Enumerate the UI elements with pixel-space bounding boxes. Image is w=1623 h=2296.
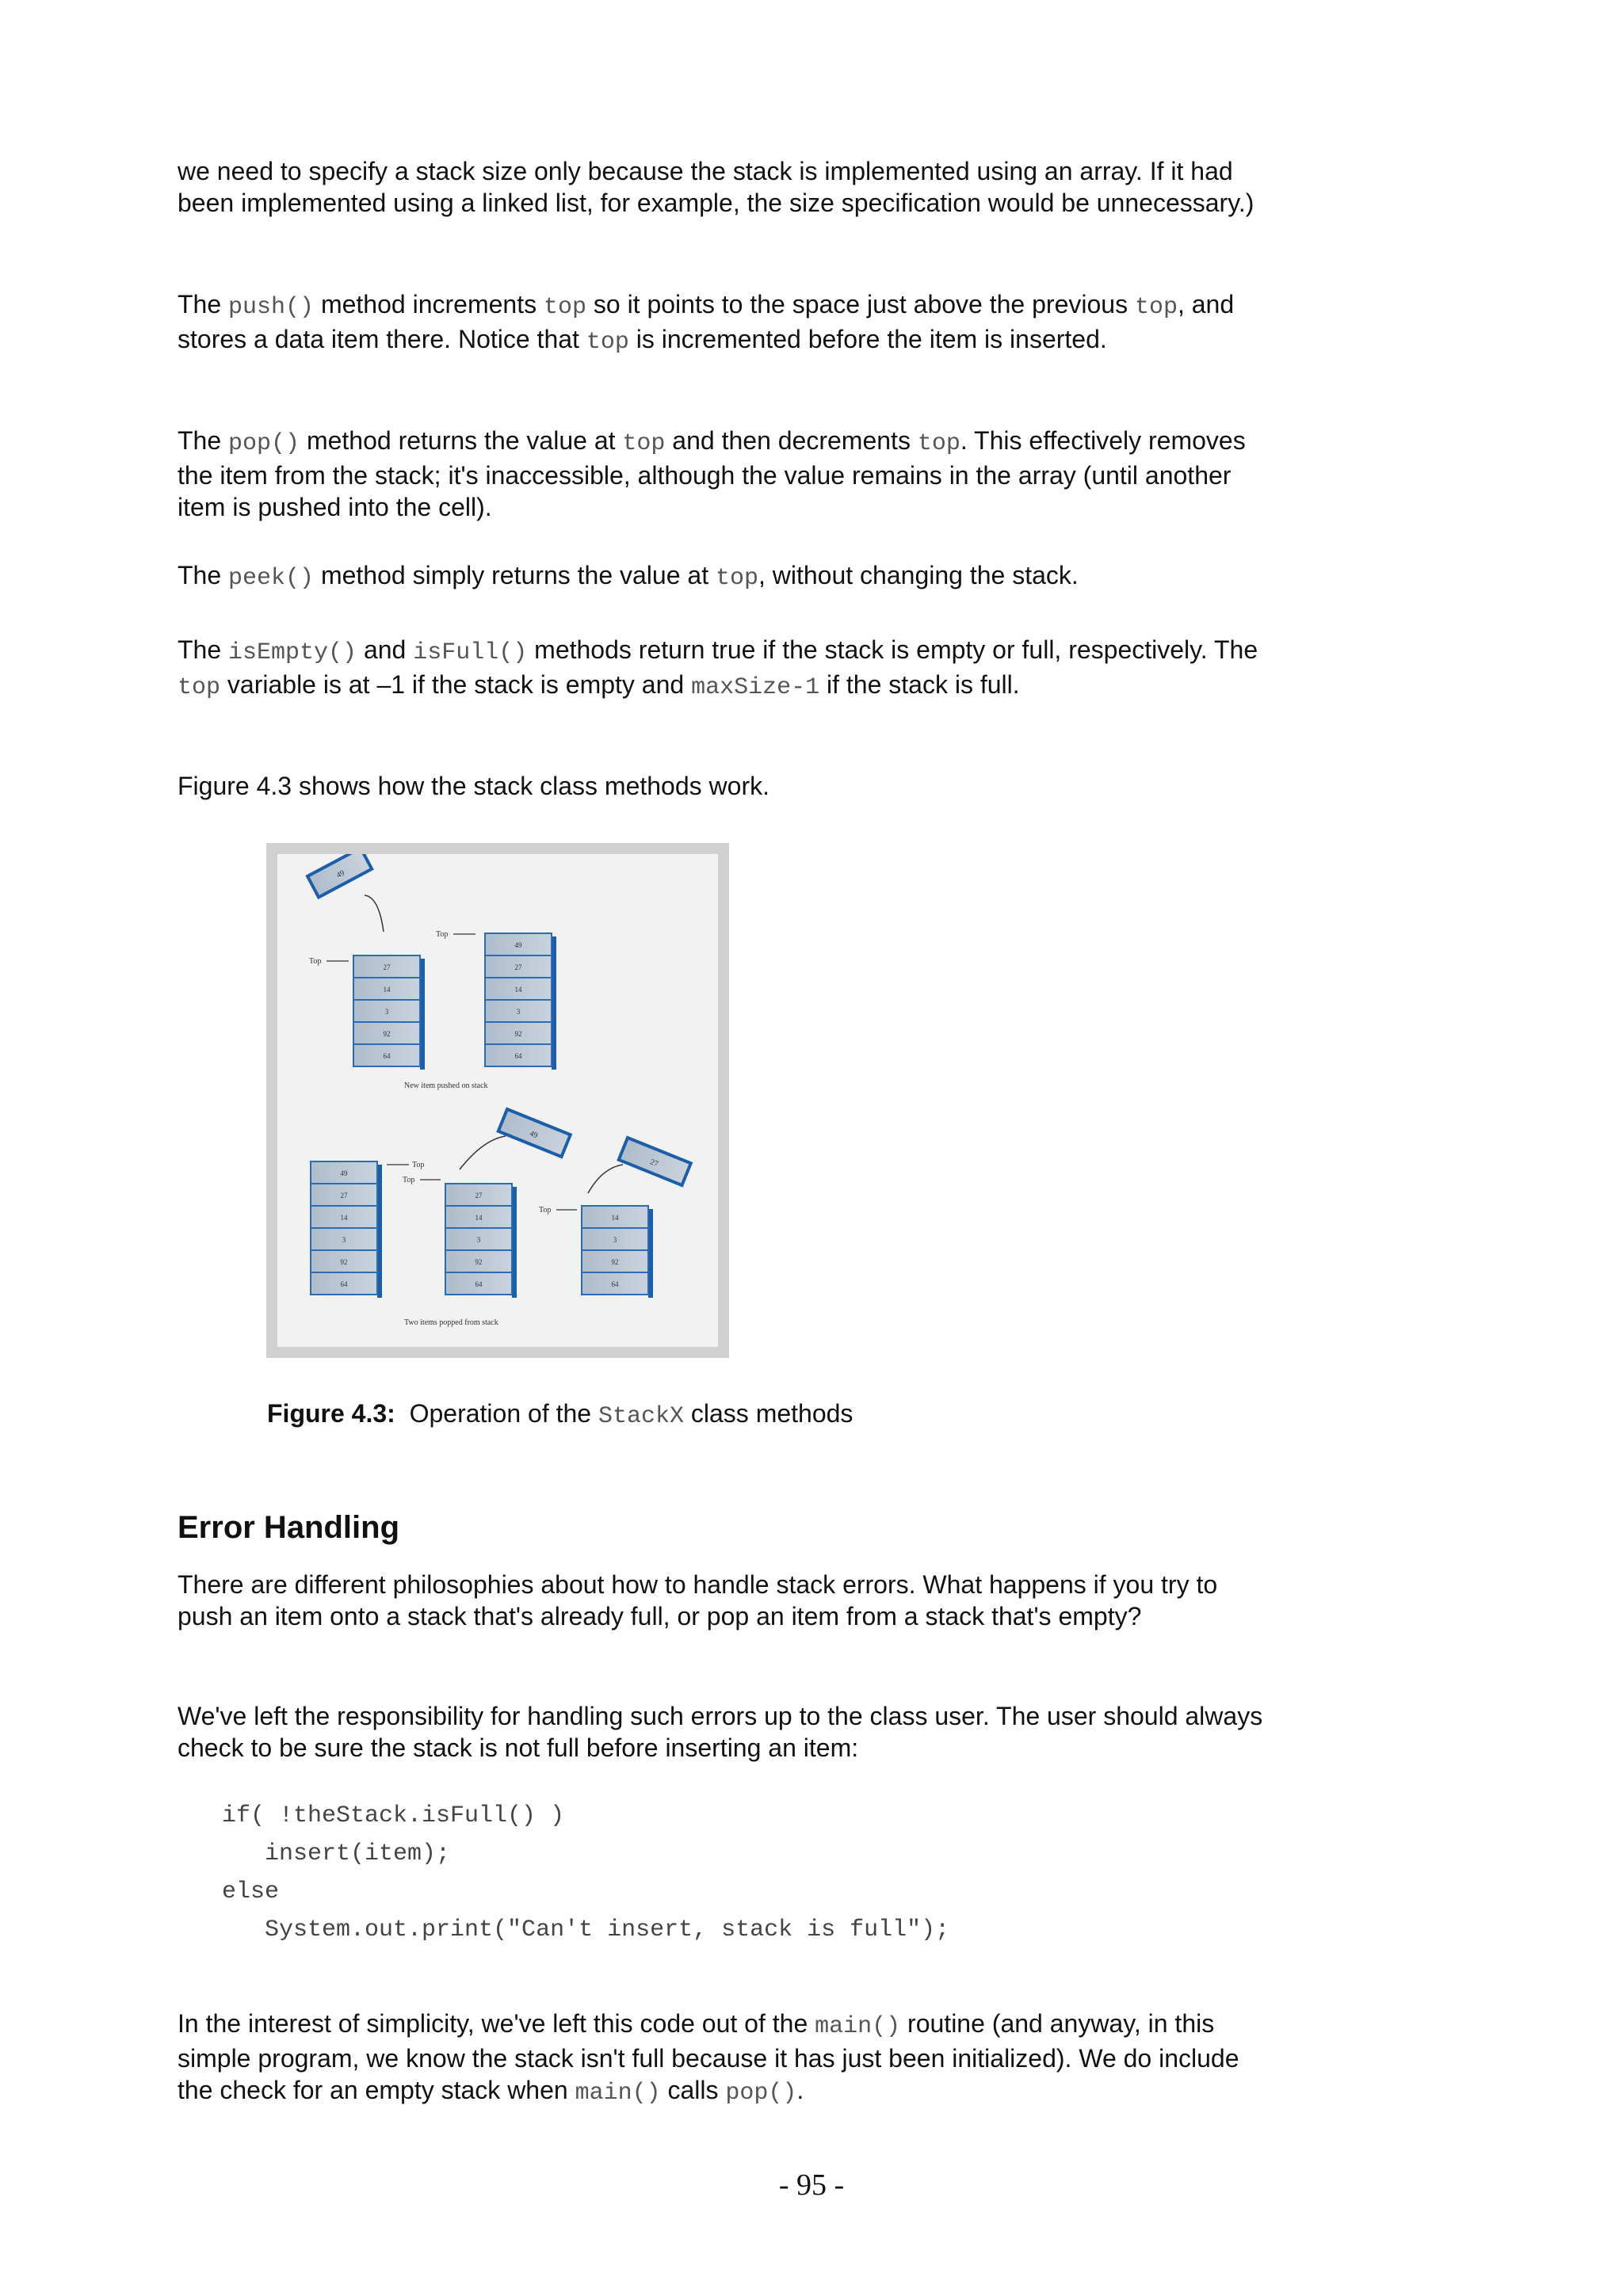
text: The [178,635,229,664]
stack-cell-value: 14 [340,1214,348,1222]
code-top: top [178,674,221,701]
text: methods return true if the stack is empty or full, respectively. The [527,635,1258,664]
text: is incremented before the item is inserted. [628,325,1107,353]
stack-cell-value: 3 [613,1236,617,1244]
stack-cell-value: 27 [514,963,522,971]
code-stackx: StackX [598,1403,684,1430]
stack-cell-value: 3 [342,1236,346,1244]
pop-arrow-1 [460,1136,506,1169]
stack-cell-value: 14 [383,986,391,994]
stack-cell-value: 92 [514,1030,522,1038]
code-isfull: isFull() [413,639,528,666]
stack-cell-value: 14 [475,1214,483,1222]
popped-value: 27 [648,1158,660,1169]
text: The [178,290,229,318]
text: routine (and anyway, in this simple program, we know the stack isn't full because it has just been initialized). We do include the check for an empty stack when [178,2009,1239,2104]
paragraph-isempty-isfull [178,634,1271,704]
code-maxsize: maxSize-1 [691,674,820,701]
text: The [178,561,229,589]
caption-label: Figure 4.3: [267,1399,395,1428]
paragraph-responsibility: We've left the responsibility for handling such errors up to the class user. The user should always check to be sure the stack is not full before inserting an item: [178,1702,1263,1762]
stack-cell-value: 49 [514,941,522,949]
text: calls [660,2076,726,2104]
caption-pushed: New item pushed on stack [404,1081,488,1090]
text: method increments [314,290,544,318]
figure-panel [277,854,718,1347]
stack-cell-value: 64 [383,1052,391,1060]
stack-cell-value: 64 [340,1280,348,1288]
stack-diagram [277,854,718,1347]
paragraph-peek [178,559,1271,594]
text: In the interest of simplicity, we've left this code out of the [178,2009,815,2038]
text: if the stack is full. [819,670,1020,699]
stack-cell-value: 3 [516,1008,521,1016]
stack-cell-value: 27 [340,1192,348,1199]
code-top: top [1134,294,1178,321]
paragraph-philosophies: There are different philosophies about how to handle stack errors. What happens if you try to push an item onto a stack that's already full, or pop an item from a stack that's empty? [178,1570,1218,1630]
code-top: top [622,430,666,457]
code-line: System.out.print("Can't insert, stack is full"); [222,1917,950,1943]
stack-c [311,1161,382,1298]
paragraph-intro: we need to specify a stack size only because the stack is implemented using an array. If it had been implemented using a linked list, for example, the size specification would be unnecessary.) [178,157,1254,217]
new-item-value: 49 [334,868,346,880]
stack-cell-value: 27 [475,1192,483,1199]
text: Operation of the [409,1399,598,1428]
page-number: - 95 - [778,2168,845,2202]
stack-e [582,1206,653,1298]
stack-cell-value: 64 [611,1280,619,1288]
text: class methods [684,1399,854,1428]
code-pop: pop() [228,430,300,457]
text: and [357,635,414,664]
text: method simply returns the value at [314,561,716,589]
code-top: top [715,565,758,592]
code-line: if( !theStack.isFull() ) [222,1802,565,1829]
code-top: top [543,294,586,321]
code-isempty: isEmpty() [228,639,357,666]
pop-arrow-2 [588,1165,623,1193]
figure-stack-operations [266,843,729,1358]
code-top: top [917,430,960,457]
top-label: Top [403,1176,415,1184]
stack-cell-value: 49 [340,1169,348,1177]
push-arrow [365,895,384,932]
stack-a [353,955,425,1070]
paragraph-figure-ref: Figure 4.3 shows how the stack class methods work. [178,772,769,800]
stack-cell-value: 14 [514,986,522,994]
code-main: main() [815,2013,901,2040]
figure-caption [267,1398,853,1432]
stack-cell-value: 3 [476,1236,481,1244]
text: , without changing the stack. [758,561,1079,589]
code-main: main() [575,2080,661,2107]
code-pop: pop() [725,2080,797,2107]
code-top: top [586,329,629,356]
popped-value: 49 [528,1129,540,1141]
stack-cell-value: 64 [514,1052,522,1060]
code-peek: peek() [228,565,315,592]
text: , and stores a data item there. Notice that [178,290,1235,353]
stack-cell-value: 3 [384,1008,389,1016]
stack-d [445,1184,517,1298]
paragraph-simplicity [178,2008,1271,2109]
code-push: push() [228,294,315,321]
caption-popped: Two items popped from stack [404,1318,498,1327]
stack-cell-value: 92 [340,1258,348,1266]
text: The [178,426,229,455]
stack-cell-value: 92 [475,1258,483,1266]
stack-cell-value: 92 [611,1258,619,1266]
popped-item-2 [619,1138,691,1185]
code-line: insert(item); [222,1840,451,1867]
text: . [796,2076,804,2104]
top-label: Top [412,1161,425,1169]
popped-item-1 [498,1109,571,1157]
top-label: Top [436,930,449,939]
paragraph-pop [178,425,1271,523]
stack-cell-value: 92 [383,1030,391,1038]
text: and then decrements [665,426,918,455]
code-line: else [222,1878,280,1905]
stack-b [485,933,556,1070]
text: method returns the value at [300,426,623,455]
text: . This effectively removes the item from the stack; it's inaccessible, although the value remains in the array (until another item is pushed into the cell). [178,426,1246,521]
top-label: Top [539,1206,552,1215]
new-item-block [307,854,372,897]
stack-cell-value: 27 [383,963,391,971]
stack-cell-value: 64 [475,1280,483,1288]
text: so it points to the space just above the previous [586,290,1135,318]
stack-cell-value: 14 [611,1214,619,1222]
text: variable is at –1 if the stack is empty and [220,670,692,699]
section-heading: Error Handling [178,1510,400,1545]
paragraph-push [178,288,1271,358]
top-label: Top [309,957,322,966]
